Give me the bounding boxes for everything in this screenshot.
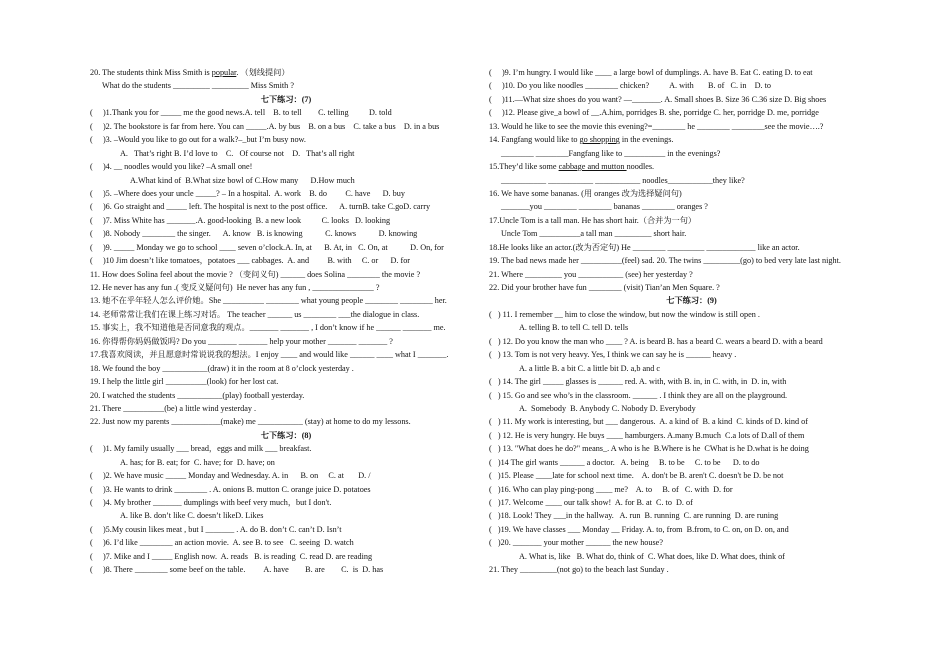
line-text-after: noodles.: [626, 162, 655, 172]
exercise-line: [489, 348, 894, 361]
line-text: 18.He looks like an actor.(改为否定句) He ________ _________ ____________ like an actor.: [489, 242, 800, 252]
line-text: 22. Just now my parents ____________(make) me ___________ (stay) at home to do my lessons.: [90, 417, 411, 427]
line-text: ( ) 13. Tom is not very heavy. Yes, I think we can say he is ______ heavy .: [489, 350, 737, 360]
line-text-after: . （划线提问）: [236, 68, 290, 77]
exercise-line: [489, 389, 894, 402]
line-text: 19. I help the little girl __________(look) for her lost cat.: [90, 377, 279, 387]
line-text: 21. Where _________ you ___________ (see) her yesterday ?: [489, 269, 693, 279]
exercise-line: [489, 133, 894, 146]
line-text: 17.Uncle Tom is a tall man. He has short hair.（合并为一句）: [489, 215, 697, 225]
line-text: ( )8. Nobody ________ the singer. A. know B. is knowing C. knows D. knowing: [90, 229, 418, 239]
exercise-line: [489, 415, 894, 428]
line-text: ( )2. The bookstore is far from here. You can _____.A. by bus B. on a bus C. take a bus D. in a bus: [90, 121, 440, 131]
exercise-line: [489, 335, 894, 348]
exercise-line: [90, 227, 482, 240]
exercise-line: [489, 563, 894, 576]
line-text: ( ) 11. I remember __ him to close the window, but now the window is still open .: [489, 309, 760, 319]
exercise-line: [90, 66, 482, 79]
exercise-line: [90, 469, 482, 482]
line-text: ( )5. –Where does your uncle _____? – In a hospital. A. work B. do C. have D. buy: [90, 188, 405, 198]
line-text: 13. Would he like to see the movie this evening?=________ he ________ ________see the movie….?: [489, 121, 824, 131]
exercise-line: [90, 106, 482, 119]
line-text: 15.They’d like some: [489, 162, 559, 172]
line-text: A. Somebody B. Anybody C. Nobody D. Everybody: [519, 403, 696, 413]
exercise-line: [90, 536, 482, 549]
exercise-line: [489, 362, 894, 375]
exercise-line: [90, 348, 482, 361]
exercise-line: [489, 268, 894, 281]
line-text: ( )18. Look! They ___in the hallway. A. run B. running C. are running D. are runing: [489, 511, 779, 521]
line-text: A. What is, like B. What do, think of C. What does, like D. What does, think of: [519, 551, 785, 561]
line-text: 12. He never has any fun .( 变反义疑问句) He never has any fun , _______________ ?: [90, 283, 380, 292]
line-text: ( )2. We have music _____ Monday and Wednesday. A. in B. on C. at D. /: [90, 471, 371, 481]
exercise-line: [489, 227, 894, 240]
line-text: 七下练习：(7): [260, 94, 312, 104]
exercise-line: [489, 375, 894, 388]
line-text: ( )7. Miss White has _______.A. good-looking B. a new look C. looks D. looking: [90, 215, 391, 225]
exercise-line: [90, 254, 482, 267]
line-text: What do the students _________ _________ Miss Smith ?: [102, 81, 294, 91]
line-text: 21. There __________(be) a little wind yesterday .: [90, 403, 257, 413]
exercise-line: [90, 402, 482, 415]
exercise-line: [489, 536, 894, 549]
line-text: ( )15. Please ____late for school next time. A. don't be B. aren't C. doesn't be D. be not: [489, 471, 784, 481]
exercise-line: [90, 415, 482, 428]
exercise-line: [90, 120, 482, 133]
line-text: ( )10. Do you like noodles ________ chicken? A. with B. of C. in D. to: [489, 81, 771, 91]
line-text: ( )14 The girl wants ______ a doctor. A. being B. to be C. to be D. to do: [489, 457, 760, 467]
exercise-line: [489, 509, 894, 522]
underlined-text: go shopping: [579, 135, 620, 145]
exercise-line: [90, 214, 482, 227]
line-text: ( )9. I’m hungry. I would like ____ a large bowl of dumplings. A. have B. Eat C. eating D. to eat: [489, 68, 813, 77]
exercise-line: [489, 550, 894, 563]
line-text: A. That’s right B. I’d love to C. Of course not D. That’s all right: [120, 148, 355, 158]
exercise-line: [489, 281, 894, 294]
line-text: Uncle Tom __________a tall man _________ short hair.: [501, 229, 687, 239]
exercise-line: [90, 174, 482, 187]
exercise-line: [489, 483, 894, 496]
exercise-line: [90, 294, 482, 307]
exercise-line: [90, 79, 482, 92]
line-text: ( ) 11. My work is interesting, but ___ dangerous. A. a kind of B. a kind C. kinds of D. kind of: [489, 417, 808, 427]
line-text: ( )6. Go straight and _____ left. The hospital is next to the post office. A. turnB. take C.goD. carry: [90, 202, 431, 212]
exercise-line: [489, 147, 894, 160]
exercise-line: [489, 106, 894, 119]
line-text: 14. Fangfang would like to: [489, 135, 580, 145]
line-text: 七下练习：(9): [666, 296, 717, 306]
exercise-line: [90, 160, 482, 173]
line-text: 16. We have some bananas. (用 oranges 改为选择疑问句): [489, 188, 682, 198]
exercise-line: [90, 308, 482, 321]
exercise-line: [90, 335, 482, 348]
exercise-line: [90, 281, 482, 294]
line-text: 17.我喜欢阅读，并且愿意时常说说我的想法。I enjoy ____ and would like ______ ____ what I _______.: [90, 350, 449, 360]
section-heading: [90, 93, 482, 106]
exercise-line: [90, 456, 482, 469]
exercise-line: [489, 442, 894, 455]
exercise-line: [90, 442, 482, 455]
line-text: ________ ________Fangfang like to __________ in the evenings?: [501, 148, 721, 158]
right-column: [489, 66, 894, 577]
exercise-line: [489, 254, 894, 267]
line-text: 13. 她不在乎年轻人怎么评价她。She __________ ________ what young people ________ ________ her.: [90, 296, 447, 306]
line-text: ( )11.—What size shoes do you want? —_______. A. Small shoes B. Size 36 C.36 size D. Big shoes: [489, 94, 827, 104]
line-text: ( ) 13. "What does he do?" means_. A who is he B.Where is he CWhat is he D.what is he doing: [489, 444, 809, 454]
exercise-line: [489, 120, 894, 133]
line-text: 16. 你得帮你妈妈做饭吗? Do you _______ _______ help your mother _______ _______ ?: [90, 336, 393, 346]
underlined-text: popular: [211, 68, 237, 77]
exercise-line: [489, 93, 894, 106]
exercise-line: [90, 147, 482, 160]
exercise-line: [90, 187, 482, 200]
underlined-text: cabbage and mutton: [558, 162, 627, 172]
line-text: _______you ________ ________ bananas ________ oranges ?: [501, 202, 708, 212]
exercise-line: [90, 375, 482, 388]
line-text: ( )19. We have classes ___ Monday __ Friday. A. to, from B.from, to C. on, on D. on, and: [489, 524, 789, 534]
exercise-line: [90, 362, 482, 375]
exercise-line: [489, 456, 894, 469]
section-heading: [90, 429, 482, 442]
line-text: ( )4. __ noodles would you like? –A small one!: [90, 162, 253, 172]
exercise-line: [489, 160, 894, 173]
line-text: A. has; for B. eat; for C. have; for D. have; on: [120, 457, 275, 467]
line-text-after: in the evenings.: [619, 135, 674, 145]
line-text: ( )16. Who can play ping-pong ____ me? A. to B. of C. with D. for: [489, 484, 733, 494]
line-text: ( ) 12. He is very hungry. He buys ____ hamburgers. A.many B.much C.a lots of D.all of them: [489, 430, 805, 440]
left-column: [90, 66, 482, 577]
exercise-line: [90, 523, 482, 536]
exercise-line: [489, 187, 894, 200]
line-text: 21. They _________(not go) to the beach last Sunday .: [489, 565, 669, 575]
exercise-line: [489, 308, 894, 321]
section-heading: [489, 294, 894, 307]
line-text: ( ) 12. Do you know the man who ____ ? A. is beard B. has a beard C. wears a beard D. with a beard: [489, 336, 823, 346]
line-text: ( )7. Mike and I _____ English now. A. reads B. is reading C. read D. are reading: [90, 551, 373, 561]
exercise-line: [90, 483, 482, 496]
exercise-line: [489, 174, 894, 187]
exercise-line: [489, 402, 894, 415]
line-text: ( )8. There ________ some beef on the table. A. have B. are C. is D. has: [90, 565, 384, 575]
line-text: ( )17. Welcome ____ our talk show! A. for B. at C. to D. of: [489, 498, 693, 507]
exercise-line: [90, 321, 482, 334]
line-text: A. like B. don’t like C. doesn’t likeD. Likes: [120, 511, 264, 521]
exercise-line: [489, 66, 894, 79]
line-text: 七下练习：(8): [260, 430, 312, 440]
line-text: 20. The students think Miss Smith is: [90, 68, 212, 77]
exercise-line: [489, 496, 894, 509]
exercise-line: [489, 523, 894, 536]
exercise-line: [90, 496, 482, 509]
line-text: 14. 老师常常让我们在课上练习对话。 The teacher ______ us ________ ___the dialogue in class.: [90, 309, 420, 319]
exercise-line: [90, 268, 482, 281]
line-text: ( )3. He wants to drink ________ . A. onions B. mutton C. orange juice D. potatoes: [90, 484, 371, 494]
exercise-line: [489, 429, 894, 442]
line-text: ( )1. My family usually ___ bread，eggs and milk ___ breakfast.: [90, 444, 312, 454]
line-text: 15. 事实上，我不知道他是否同意我的观点。_______ _______ , I don’t know if he ______ _______ me.: [90, 323, 446, 333]
line-text: ( )12. Please give_a bowl of __.A.him, porridges B. she, porridge C. her, porridge D. me, porridge: [489, 108, 819, 118]
line-text: 22. Did your brother have fun ________ (visit) Tian’an Men Square. ?: [489, 283, 720, 292]
exercise-line: [90, 563, 482, 576]
exercise-line: [90, 200, 482, 213]
exercise-line: [489, 241, 894, 254]
line-text: ( )5.My cousin likes meat , but I _______ . A. do B. don’t C. can’t D. Isn’t: [90, 524, 342, 534]
line-text: ( ) 15. Go and see who’s in the classroom. ______ . I think they are all on the playground.: [489, 390, 788, 400]
line-text: ( ) 14. The girl _____ glasses is ______ red. A. with, with B. in, in C. with, in D. in, with: [489, 377, 787, 387]
line-text: ( )1.Thank you for _____ me the good news.A. tell B. to tell C. telling D. told: [90, 108, 392, 118]
line-text: ( )10 Jim doesn’t like tomatoes，potatoes ___ cabbages. A. and B. with C. or D. for: [90, 256, 411, 266]
exercise-line: [90, 550, 482, 563]
exercise-line: [90, 509, 482, 522]
exercise-line: [489, 200, 894, 213]
exercise-line: [90, 241, 482, 254]
line-text: ( )9. _____ Monday we go to school ____ seven o’clock.A. In, at B. At, in C. On, at D. On, for: [90, 242, 444, 252]
line-text: A.What kind of B.What size bowl of C.How many D.How much: [130, 175, 355, 185]
line-text: ( )6. I’d like ________ an action movie. A. see B. to see C. seeing D. watch: [90, 538, 354, 548]
line-text: A. telling B. to tell C. tell D. tells: [519, 323, 629, 333]
line-text: ( )20. _______ your mother ______ the new house?: [489, 538, 663, 548]
exercise-line: [489, 214, 894, 227]
line-text: 20. I watched the students ___________(play) football yesterday.: [90, 390, 305, 400]
line-text: ( )4. My brother _______ dumplings with beef very much，but I don't.: [90, 498, 332, 507]
exercise-line: [489, 79, 894, 92]
exercise-line: [90, 133, 482, 146]
line-text: 11. How does Solina feel about the movie ? （变问义句) ______ does Solina ________ the movie ?: [90, 269, 421, 279]
line-text: ___________ ___________ ___________ noodles___________they like?: [501, 175, 745, 185]
line-text: 18. We found the boy ___________(draw) it in the room at 8 o’clock yesterday .: [90, 363, 354, 373]
exercise-line: [489, 469, 894, 482]
line-text: A. a little B. a bit C. a little bit D. a,b and c: [519, 363, 660, 373]
exercise-line: [489, 321, 894, 334]
line-text: ( )3. –Would you like to go out for a walk?–_but I’m busy now.: [90, 135, 306, 145]
line-text: 19. The bad news made her __________(feel) sad. 20. The twins _________(go) to bed very late last night.: [489, 256, 841, 266]
exercise-line: [90, 389, 482, 402]
